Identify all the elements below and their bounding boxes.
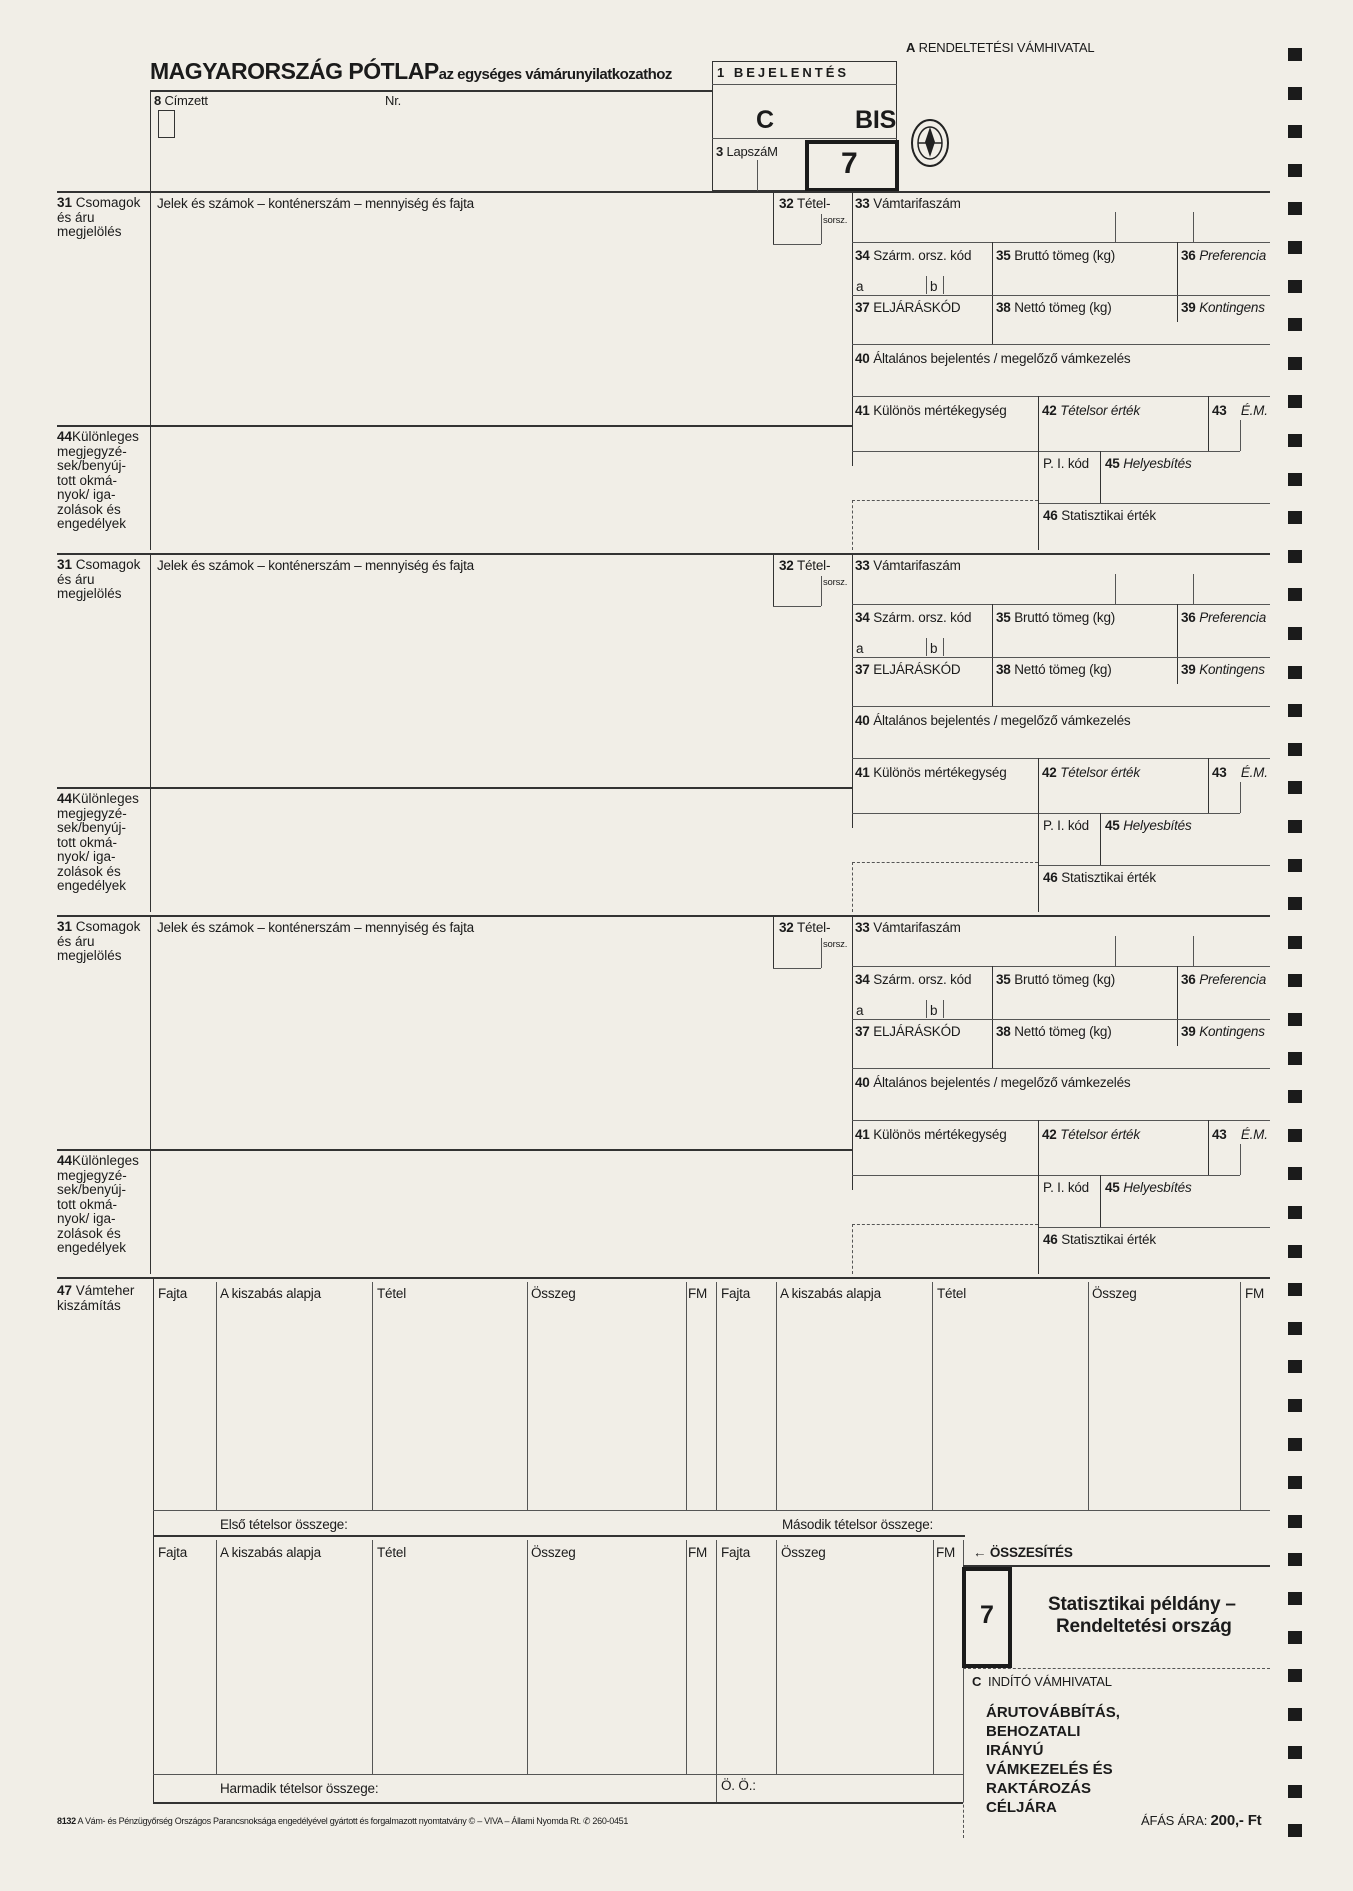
f46-text: Statisztikai érték xyxy=(1061,870,1156,885)
f32-sub: sorsz. xyxy=(823,577,848,588)
f38-label xyxy=(996,662,1112,677)
f39-label xyxy=(1181,1024,1265,1039)
origin-label: INDÍTÓ VÁMHIVATAL xyxy=(988,1674,1112,1689)
col-tetel-3: Tétel xyxy=(377,1545,407,1560)
f40-num: 40 xyxy=(855,1075,870,1090)
f44-num: 44 xyxy=(57,791,73,806)
f39-label xyxy=(1181,662,1265,677)
f32-sub: sorsz. xyxy=(823,215,848,226)
first-total-label: Első tételsor összege: xyxy=(220,1517,348,1532)
timing-mark xyxy=(1288,1785,1302,1798)
f44-label xyxy=(57,1154,139,1256)
timing-mark xyxy=(1288,1631,1302,1644)
f33-text: Vámtarifaszám xyxy=(873,196,961,211)
col-fm-4: FM xyxy=(936,1545,956,1560)
col-fajta-3: Fajta xyxy=(158,1545,188,1560)
f39-num: 39 xyxy=(1181,300,1196,315)
f31-label xyxy=(57,920,140,964)
f44-text: Különleges megjegyzé- sek/benyúj- tott okmá- nyok/ iga- zolások és engedélyek xyxy=(57,429,139,531)
timing-mark xyxy=(1288,1669,1302,1682)
f35-text: Bruttó tömeg (kg) xyxy=(1014,972,1116,987)
f31-desc: Jelek és számok – konténerszám – mennyiség és fajta xyxy=(157,558,474,573)
f47-num: 47 xyxy=(57,1283,73,1298)
f34-text: Szárm. orsz. kód xyxy=(873,972,972,987)
f41-text: Különös mértékegység xyxy=(873,1127,1007,1142)
col-fm-3: FM xyxy=(688,1545,708,1560)
f35-label xyxy=(996,610,1115,625)
f35-text: Bruttó tömeg (kg) xyxy=(1014,248,1116,263)
timing-mark xyxy=(1288,318,1302,331)
f41-text: Különös mértékegység xyxy=(873,403,1007,418)
f37-label xyxy=(855,662,960,677)
timing-mark xyxy=(1288,936,1302,949)
f41-num: 41 xyxy=(855,765,870,780)
f43-label xyxy=(1212,403,1268,418)
f36-num: 36 xyxy=(1181,248,1196,263)
timing-mark xyxy=(1288,357,1302,370)
f44-label xyxy=(57,792,139,894)
timing-mark xyxy=(1288,241,1302,254)
col-osszeg-3: Összeg xyxy=(531,1545,576,1560)
f35-num: 35 xyxy=(996,248,1011,263)
f38-label xyxy=(996,1024,1112,1039)
pi-code-label: P. I. kód xyxy=(1043,1180,1089,1195)
title-sub: az egységes vámárunyilatkozathoz xyxy=(438,66,672,83)
f33-num: 33 xyxy=(855,196,870,211)
f44-num: 44 xyxy=(57,429,73,444)
f39-text: Kontingens xyxy=(1199,662,1265,677)
f31-text: Csomagok és áru megjelölés xyxy=(57,195,141,239)
f33-text: Vámtarifaszám xyxy=(873,558,961,573)
f32-text: Tétel- xyxy=(796,196,831,211)
timing-mark xyxy=(1288,1245,1302,1258)
f41-num: 41 xyxy=(855,1127,870,1142)
f42-label xyxy=(1042,1127,1140,1142)
f32-num: 32 xyxy=(779,196,794,211)
copy-number: 7 xyxy=(841,147,858,180)
f40-label xyxy=(855,351,1130,366)
f31-text: Csomagok és áru megjelölés xyxy=(57,919,141,963)
timing-mark xyxy=(1288,473,1302,486)
f32-num: 32 xyxy=(779,558,794,573)
f34-label xyxy=(855,972,971,987)
timing-mark xyxy=(1288,87,1302,100)
col-osszeg-1: Összeg xyxy=(531,1286,576,1301)
f41-text: Különös mértékegység xyxy=(873,765,1007,780)
f46-num: 46 xyxy=(1043,870,1058,885)
f42-num: 42 xyxy=(1042,403,1057,418)
col-alap-1: A kiszabás alapja xyxy=(220,1286,321,1301)
arrow-left-icon: ← xyxy=(973,1545,987,1560)
f43-text: É.M. xyxy=(1240,765,1268,780)
f36-text: Preferencia xyxy=(1199,972,1267,987)
field8-label xyxy=(154,93,208,108)
office-a xyxy=(906,40,1094,55)
copy-box-digit: 7 xyxy=(980,1601,994,1629)
col-fajta-1: Fajta xyxy=(158,1286,188,1301)
footer-text: A Vám- és Pénzügyőrség Országos Parancsnoksága engedélyével gyártott és forgalmazott nyomtatvány © – VIVA – Állami Nyomda Rt. ✆ 260-0451 xyxy=(77,1816,629,1826)
f43-num: 43 xyxy=(1212,765,1227,780)
f37-label xyxy=(855,1024,960,1039)
timing-mark xyxy=(1288,1322,1302,1335)
f40-text: Általános bejelentés / megelőző vámkezelés xyxy=(873,351,1131,366)
f33-label xyxy=(855,920,961,935)
f34-label xyxy=(855,248,971,263)
f34-text: Szárm. orsz. kód xyxy=(873,610,972,625)
timing-mark xyxy=(1288,897,1302,910)
f36-num: 36 xyxy=(1181,972,1196,987)
timing-mark xyxy=(1288,666,1302,679)
f45-text: Helyesbítés xyxy=(1123,1180,1192,1195)
timing-mark xyxy=(1288,395,1302,408)
col-fajta-4: Fajta xyxy=(721,1545,751,1560)
f38-num: 38 xyxy=(996,1024,1011,1039)
timing-mark xyxy=(1288,125,1302,138)
f32-sub: sorsz. xyxy=(823,939,848,950)
timing-mark xyxy=(1288,1052,1302,1065)
f38-num: 38 xyxy=(996,300,1011,315)
timing-mark xyxy=(1288,1553,1302,1566)
f45-num: 45 xyxy=(1105,818,1120,833)
f41-label xyxy=(855,765,1007,780)
timing-mark xyxy=(1288,1746,1302,1759)
f35-num: 35 xyxy=(996,972,1011,987)
f34-a: a xyxy=(856,641,864,656)
col-fm-1: FM xyxy=(688,1286,708,1301)
f34-b: b xyxy=(930,279,938,294)
col-tetel-1: Tétel xyxy=(377,1286,407,1301)
f42-label xyxy=(1042,403,1140,418)
f42-num: 42 xyxy=(1042,765,1057,780)
f46-text: Statisztikai érték xyxy=(1061,508,1156,523)
f38-text: Nettó tömeg (kg) xyxy=(1014,662,1112,677)
field8-num: 8 xyxy=(154,93,162,108)
timing-mark xyxy=(1288,48,1302,61)
timing-mark xyxy=(1288,743,1302,756)
second-total-label: Második tételsor összege: xyxy=(782,1517,934,1532)
f31-num: 31 xyxy=(57,557,73,572)
f47-text: Vámteher kiszámítás xyxy=(57,1283,135,1313)
f32-label xyxy=(779,196,830,211)
timing-mark xyxy=(1288,1283,1302,1296)
timing-mark xyxy=(1288,1824,1302,1837)
f40-num: 40 xyxy=(855,351,870,366)
f37-num: 37 xyxy=(855,1024,870,1039)
f46-num: 46 xyxy=(1043,508,1058,523)
col-fm-2: FM xyxy=(1245,1286,1265,1301)
f37-num: 37 xyxy=(855,300,870,315)
office-a-letter: A xyxy=(906,40,916,55)
timing-mark xyxy=(1288,820,1302,833)
f35-text: Bruttó tömeg (kg) xyxy=(1014,610,1116,625)
f43-num: 43 xyxy=(1212,1127,1227,1142)
f40-label xyxy=(855,1075,1130,1090)
f36-label xyxy=(1181,248,1266,263)
f42-num: 42 xyxy=(1042,1127,1057,1142)
field3-label xyxy=(716,144,778,159)
f46-text: Statisztikai érték xyxy=(1061,1232,1156,1247)
f31-num: 31 xyxy=(57,919,73,934)
f46-num: 46 xyxy=(1043,1232,1058,1247)
timing-mark xyxy=(1288,1438,1302,1451)
oo-label: Ö. Ö.: xyxy=(721,1778,756,1793)
f31-desc: Jelek és számok – konténerszám – mennyiség és fajta xyxy=(157,920,474,935)
f34-text: Szárm. orsz. kód xyxy=(873,248,972,263)
f47-label xyxy=(57,1284,134,1313)
f42-text: Tételsor érték xyxy=(1060,1127,1140,1142)
f39-num: 39 xyxy=(1181,662,1196,677)
f34-b: b xyxy=(930,641,938,656)
col-alap-3: A kiszabás alapja xyxy=(220,1545,321,1560)
f43-num: 43 xyxy=(1212,403,1227,418)
f31-num: 31 xyxy=(57,195,73,210)
timing-mark xyxy=(1288,511,1302,524)
origin-letter: C xyxy=(972,1674,982,1689)
timing-mark xyxy=(1288,1515,1302,1528)
col-tetel-2: Tétel xyxy=(937,1286,967,1301)
col-fajta-2: Fajta xyxy=(721,1286,751,1301)
title-main: MAGYARORSZÁG PÓTLAP xyxy=(150,58,439,84)
f41-num: 41 xyxy=(855,403,870,418)
f36-label xyxy=(1181,972,1266,987)
footer-print-note xyxy=(57,1814,628,1829)
f38-num: 38 xyxy=(996,662,1011,677)
f34-a: a xyxy=(856,1003,864,1018)
f45-text: Helyesbítés xyxy=(1123,456,1192,471)
f46-label xyxy=(1043,1232,1156,1247)
f40-num: 40 xyxy=(855,713,870,728)
origin-purpose: ÁRUTOVÁBBÍTÁS, BEHOZATALI IRÁNYÚ VÁMKEZELÉS ÉS RAKTÁROZÁS CÉLJÁRA xyxy=(986,1704,1120,1816)
f38-text: Nettó tömeg (kg) xyxy=(1014,300,1112,315)
f33-num: 33 xyxy=(855,920,870,935)
timing-mark xyxy=(1288,1129,1302,1142)
timing-mark xyxy=(1288,1206,1302,1219)
f34-num: 34 xyxy=(855,972,870,987)
timing-mark xyxy=(1288,202,1302,215)
timing-mark xyxy=(1288,1476,1302,1489)
copy-box-line2: Rendeltetési ország xyxy=(1056,1616,1232,1637)
f34-num: 34 xyxy=(855,610,870,625)
f43-label xyxy=(1212,1127,1268,1142)
f43-text: É.M. xyxy=(1240,403,1268,418)
f40-text: Általános bejelentés / megelőző vámkezelés xyxy=(873,713,1131,728)
f31-label xyxy=(57,558,140,602)
f44-label xyxy=(57,430,139,532)
f40-label xyxy=(855,713,1130,728)
f34-label xyxy=(855,610,971,625)
f36-label xyxy=(1181,610,1266,625)
field3-num: 3 xyxy=(716,144,724,159)
timing-mark xyxy=(1288,1360,1302,1373)
f38-text: Nettó tömeg (kg) xyxy=(1014,1024,1112,1039)
f36-num: 36 xyxy=(1181,610,1196,625)
f45-label xyxy=(1105,1180,1192,1195)
osszesites-text: ÖSSZESÍTÉS xyxy=(989,1545,1073,1560)
f33-label xyxy=(855,196,961,211)
f31-label xyxy=(57,196,140,240)
f39-text: Kontingens xyxy=(1199,300,1265,315)
timing-mark xyxy=(1288,974,1302,987)
footer-code: 8132 xyxy=(57,1816,76,1826)
f45-text: Helyesbítés xyxy=(1123,818,1192,833)
f45-label xyxy=(1105,456,1192,471)
timing-mark xyxy=(1288,704,1302,717)
f44-num: 44 xyxy=(57,1153,73,1168)
f42-text: Tételsor érték xyxy=(1060,765,1140,780)
timing-mark xyxy=(1288,550,1302,563)
f45-num: 45 xyxy=(1105,456,1120,471)
f39-label xyxy=(1181,300,1265,315)
timing-mark xyxy=(1288,1399,1302,1412)
f36-text: Preferencia xyxy=(1199,610,1267,625)
field8-checkbox[interactable] xyxy=(158,110,175,138)
timing-mark xyxy=(1288,280,1302,293)
f39-num: 39 xyxy=(1181,1024,1196,1039)
f40-text: Általános bejelentés / megelőző vámkezelés xyxy=(873,1075,1131,1090)
f37-num: 37 xyxy=(855,662,870,677)
timing-mark xyxy=(1288,1708,1302,1721)
f32-label xyxy=(779,920,830,935)
timing-mark xyxy=(1288,627,1302,640)
col-alap-2: A kiszabás alapja xyxy=(780,1286,881,1301)
field3-text: LapszáM xyxy=(726,144,778,159)
f39-text: Kontingens xyxy=(1199,1024,1265,1039)
origin-office xyxy=(972,1674,1112,1689)
office-a-label: RENDELTETÉSI VÁMHIVATAL xyxy=(918,40,1095,55)
timing-mark xyxy=(1288,434,1302,447)
f37-text: ELJÁRÁSKÓD xyxy=(873,1024,961,1039)
f36-text: Preferencia xyxy=(1199,248,1267,263)
f35-num: 35 xyxy=(996,610,1011,625)
f42-label xyxy=(1042,765,1140,780)
f32-num: 32 xyxy=(779,920,794,935)
f34-num: 34 xyxy=(855,248,870,263)
timing-mark xyxy=(1288,1167,1302,1180)
field8-text: Címzett xyxy=(164,93,208,108)
timing-mark xyxy=(1288,859,1302,872)
f38-label xyxy=(996,300,1112,315)
f41-label xyxy=(855,403,1007,418)
f45-num: 45 xyxy=(1105,1180,1120,1195)
copy-box-line1: Statisztikai példány – xyxy=(1048,1594,1236,1615)
f44-text: Különleges megjegyzé- sek/benyúj- tott okmá- nyok/ iga- zolások és engedélyek xyxy=(57,1153,139,1255)
f46-label xyxy=(1043,508,1156,523)
f42-text: Tételsor érték xyxy=(1060,403,1140,418)
field1-label: 1 BEJELENTÉS xyxy=(717,65,850,80)
f35-label xyxy=(996,248,1115,263)
field8-nr: Nr. xyxy=(385,93,402,108)
f31-text: Csomagok és áru megjelölés xyxy=(57,557,141,601)
f35-label xyxy=(996,972,1115,987)
f33-text: Vámtarifaszám xyxy=(873,920,961,935)
timing-mark xyxy=(1288,1013,1302,1026)
f37-label xyxy=(855,300,960,315)
timing-mark xyxy=(1288,164,1302,177)
price-value: 200,- Ft xyxy=(1210,1812,1262,1829)
timing-mark xyxy=(1288,1090,1302,1103)
f33-label xyxy=(855,558,961,573)
f41-label xyxy=(855,1127,1007,1142)
pi-code-label: P. I. kód xyxy=(1043,818,1089,833)
pi-code-label: P. I. kód xyxy=(1043,456,1089,471)
f33-num: 33 xyxy=(855,558,870,573)
f34-b: b xyxy=(930,1003,938,1018)
form-title xyxy=(150,58,672,88)
f43-text: É.M. xyxy=(1240,1127,1268,1142)
f37-text: ELJÁRÁSKÓD xyxy=(873,662,961,677)
f46-label xyxy=(1043,870,1156,885)
f44-text: Különleges megjegyzé- sek/benyúj- tott okmá- nyok/ iga- zolások és engedélyek xyxy=(57,791,139,893)
field1-bis[interactable]: BIS xyxy=(855,106,897,134)
customs-emblem-icon xyxy=(908,115,952,171)
f45-label xyxy=(1105,818,1192,833)
timing-mark xyxy=(1288,588,1302,601)
f37-text: ELJÁRÁSKÓD xyxy=(873,300,961,315)
f34-a: a xyxy=(856,279,864,294)
field1-c[interactable]: C xyxy=(756,106,774,134)
third-total-label: Harmadik tételsor összege: xyxy=(220,1781,379,1796)
f32-text: Tétel- xyxy=(796,920,831,935)
timing-mark xyxy=(1288,1592,1302,1605)
f32-text: Tétel- xyxy=(796,558,831,573)
timing-mark xyxy=(1288,781,1302,794)
f31-desc: Jelek és számok – konténerszám – mennyiség és fajta xyxy=(157,196,474,211)
price-label xyxy=(1141,1813,1261,1828)
col-osszeg-4: Összeg xyxy=(781,1545,826,1560)
price-text: ÁFÁS ÁRA: xyxy=(1141,1813,1208,1828)
col-osszeg-2: Összeg xyxy=(1092,1286,1137,1301)
f43-label xyxy=(1212,765,1268,780)
f32-label xyxy=(779,558,830,573)
osszesites-label xyxy=(973,1545,1073,1560)
